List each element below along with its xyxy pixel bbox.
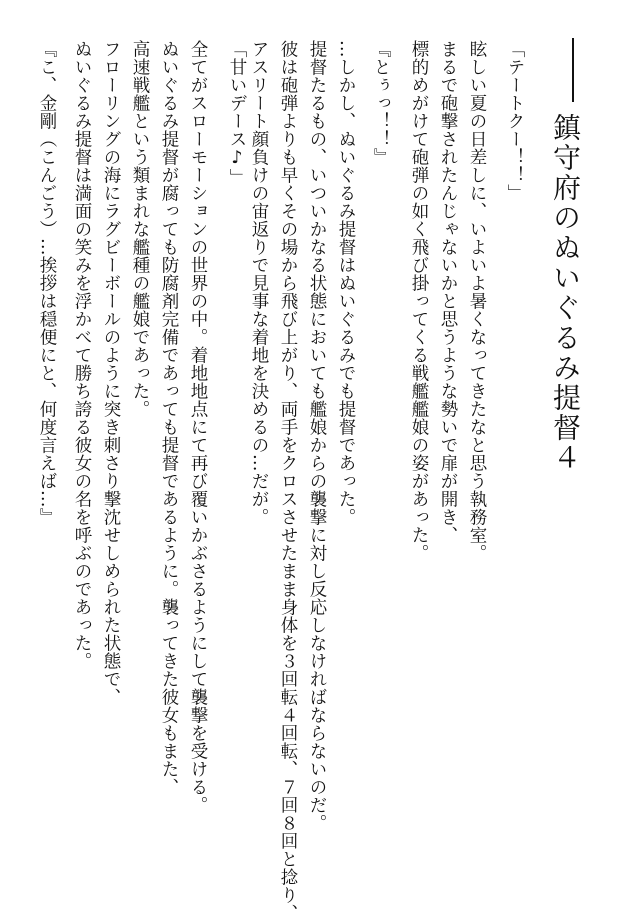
- text-line-14: フローリングの海にラグビーボールのように突き刺さり撃沈せしめられた状態で、: [101, 40, 121, 706]
- text-line-3: まるで砲撃されたんじゃないかと思うような勢いで扉が開き、: [438, 40, 458, 544]
- text-line-11: 全てがスローモーションの世界の中。着地地点にて再び覆いかぶさるようにして襲撃を受ける。: [188, 40, 208, 814]
- text-line-6: …しかし、ぬいぐるみ提督はぬいぐるみでも提督であった。: [336, 40, 356, 526]
- title-dash: [556, 38, 574, 102]
- text-line-5: 『とぅっ！！』: [371, 40, 391, 166]
- text-line-8: 彼は砲弾よりも早くその場から飛び上がり、両手をクロスさせたまま身体を３回転４回転、７回８回と捻り、: [278, 40, 298, 922]
- text-line-12: ぬいぐるみ提督が腐っても防腐剤完備であっても提督であるように。襲ってきた彼女もまた、: [159, 40, 179, 796]
- text-line-9: アスリート顔負けの宙返りで見事な着地を決めるの…だが。: [249, 40, 269, 526]
- text-line-15: ぬいぐるみ提督は満面の笑みを浮かべて勝ち誇る彼女の名を呼ぶのであった。: [72, 40, 92, 670]
- text-line-2: 眩しい夏の日差しに、いよいよ暑くなってきたなと思う執務室。: [467, 40, 487, 562]
- text-line-16: 『こ、金剛（こんごう）…挨拶は穏便にと、何度言えば…』: [37, 40, 57, 526]
- text-line-10: 「甘いデース♪」: [227, 40, 247, 187]
- text-line-7: 提督たるもの、いついかなる状態においても艦娘からの襲撃に対し反応しなければならないのだ。: [307, 40, 327, 832]
- chapter-title-text: 鎮守府のぬいぐるみ提督４: [549, 112, 582, 473]
- chapter-title: [548, 38, 582, 473]
- text-line-1: 「テートクー！！」: [505, 40, 525, 202]
- text-line-13: 高速戦艦という類まれな艦種の艦娘であった。: [130, 40, 150, 418]
- text-line-4: 標的めがけて砲弾の如く飛び掛ってくる戦艦艦娘の姿があった。: [409, 40, 429, 562]
